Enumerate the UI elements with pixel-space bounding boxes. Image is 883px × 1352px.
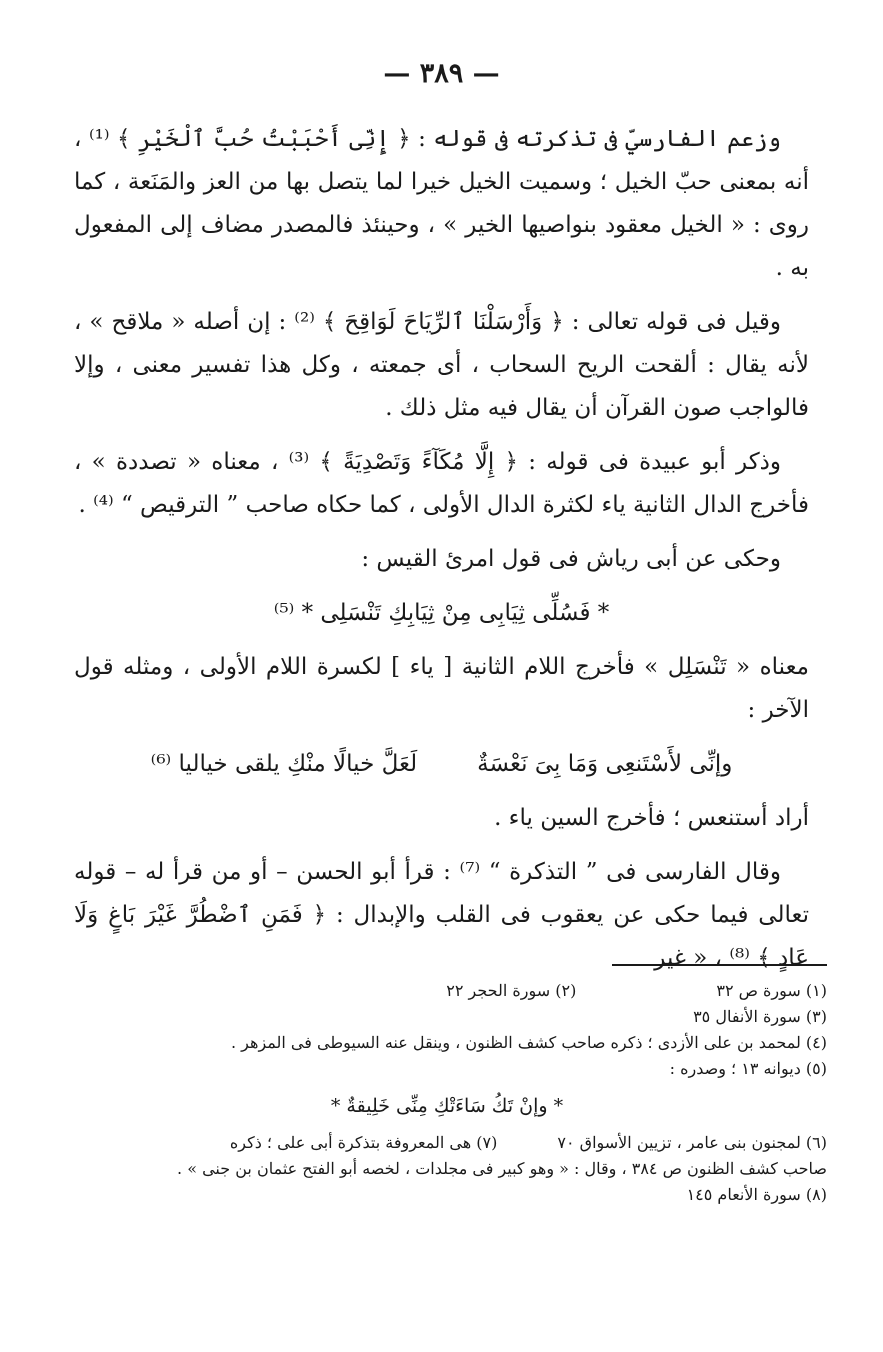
paragraph-6: أراد أستنعس ؛ فأخرج السين ياء . bbox=[494, 805, 809, 831]
footnote-1: (١) سورة ص ٣٢ bbox=[716, 981, 827, 1000]
footnote-7-continued: صاحب كشف الظنون ص ٣٨٤ ، وقال : « وهو كبير فى مجلدات ، لخصه أبو الفتح عثمان بن جنى » . bbox=[177, 1159, 827, 1178]
footnote-8: (٨) سورة الأنعام ١٤٥ bbox=[686, 1185, 827, 1204]
paragraph-5: معناه « تَنْسَلِل » فأخرج اللام الثانية [ ياء ] لكسرة اللام الأولى ، ومثله قول الآخر : bbox=[74, 654, 809, 723]
main-text bbox=[74, 118, 809, 991]
footnote-3: (٣) سورة الأنفال ٣٥ bbox=[693, 1007, 827, 1026]
paragraph-1: وزعم الفارسيّ فى تذكرته فى قوله : ﴿ إِنِّى أَحْبَبْتُ حُبَّ ٱلْخَيْرِ ﴾ ⁽¹⁾ ، أنه بمعنى حبّ الخيل ؛ وسميت الخيل خيرا لما يتصل بها من العز والمَنَعة ، كما روى : « الخيل معقود بنواصيها الخير » ، وحينئذ فالمصدر مضاف إلى المفعول به . bbox=[74, 126, 809, 281]
footnote-6: (٦) لمجنون بنى عامر ، تزيين الأسواق ٧٠ bbox=[557, 1133, 827, 1152]
footnote-5: (٥) ديوانه ١٣ ؛ وصدره : bbox=[669, 1059, 827, 1078]
footnote-4: (٤) لمحمد بن على الأزدى ؛ ذكره صاحب كشف الظنون ، وينقل عنه السيوطى فى المزهر . bbox=[231, 1033, 827, 1052]
verse-2-second-hemistich: لَعَلَّ خيالًا منْكِ يلقى خياليا ⁽⁶⁾ bbox=[150, 751, 418, 777]
footnote-row-1-2 bbox=[67, 978, 827, 1004]
footnote-divider bbox=[612, 964, 827, 966]
footnote-row-6-7 bbox=[67, 1130, 827, 1156]
paragraph-2: وقيل فى قوله تعالى : ﴿ وَأَرْسَلْنَا ٱلرِّيَاحَ لَوَاقِحَ ﴾ ⁽²⁾ : إن أصله « ملاقح » ، لأنه يقال : ألقحت الريح السحاب ، أى جمعته ، وكل هذا تفسير معنى ، وإلا فالواجب صون القرآن أن يقال فيه مثل ذلك . bbox=[74, 309, 809, 421]
poetry-verse-1: * فَسُلِّى ثِيَابِى مِنْ ثِيَابِكِ تَنْسَلِى * ⁽⁵⁾ bbox=[273, 600, 610, 626]
footnote-2: (٢) سورة الحجر ٢٢ bbox=[446, 981, 577, 1000]
footnotes bbox=[67, 978, 827, 1208]
verse-2-first-hemistich: وإنِّى لأَسْتَنعِى وَمَا بِىَ نَعْسَةٌ bbox=[477, 751, 733, 777]
footnote-5-verse: * وإنْ تَكُ سَاءَتْكِ مِنِّى خَلِيقةٌ * bbox=[330, 1095, 564, 1117]
paragraph-7: وقال الفارسى فى ” التذكرة “ ⁽⁷⁾ : قرأ أبو الحسن – أو من قرأ له – قوله تعالى فيما حكى عن يعقوب فى القلب والإبدال : ﴿ فَمَنِ ٱضْطُرَّ غَيْرَ بَاغٍ وَلَا عَادٍ ﴾ ⁽⁸⁾ ، « غير bbox=[74, 859, 809, 971]
page-number: — ٣٨٩ — bbox=[383, 58, 500, 89]
paragraph-4: وحكى عن أبى رياش فى قول امرئ القيس : bbox=[361, 546, 781, 572]
footnote-7-start: (٧) هى المعروفة بتذكرة أبى على ؛ ذكره bbox=[229, 1133, 498, 1152]
poetry-verse-2 bbox=[74, 743, 809, 786]
paragraph-3: وذكر أبو عبيدة فى قوله : ﴿ إِلَّا مُكَآءً وَتَصْدِيَةً ﴾ ⁽³⁾ ، معناه « تصددة » ، فأخرج الدال الثانية ياء لكثرة الدال الأولى ، كما حكاه صاحب ” الترقيص “ ⁽⁴⁾ . bbox=[74, 449, 809, 518]
